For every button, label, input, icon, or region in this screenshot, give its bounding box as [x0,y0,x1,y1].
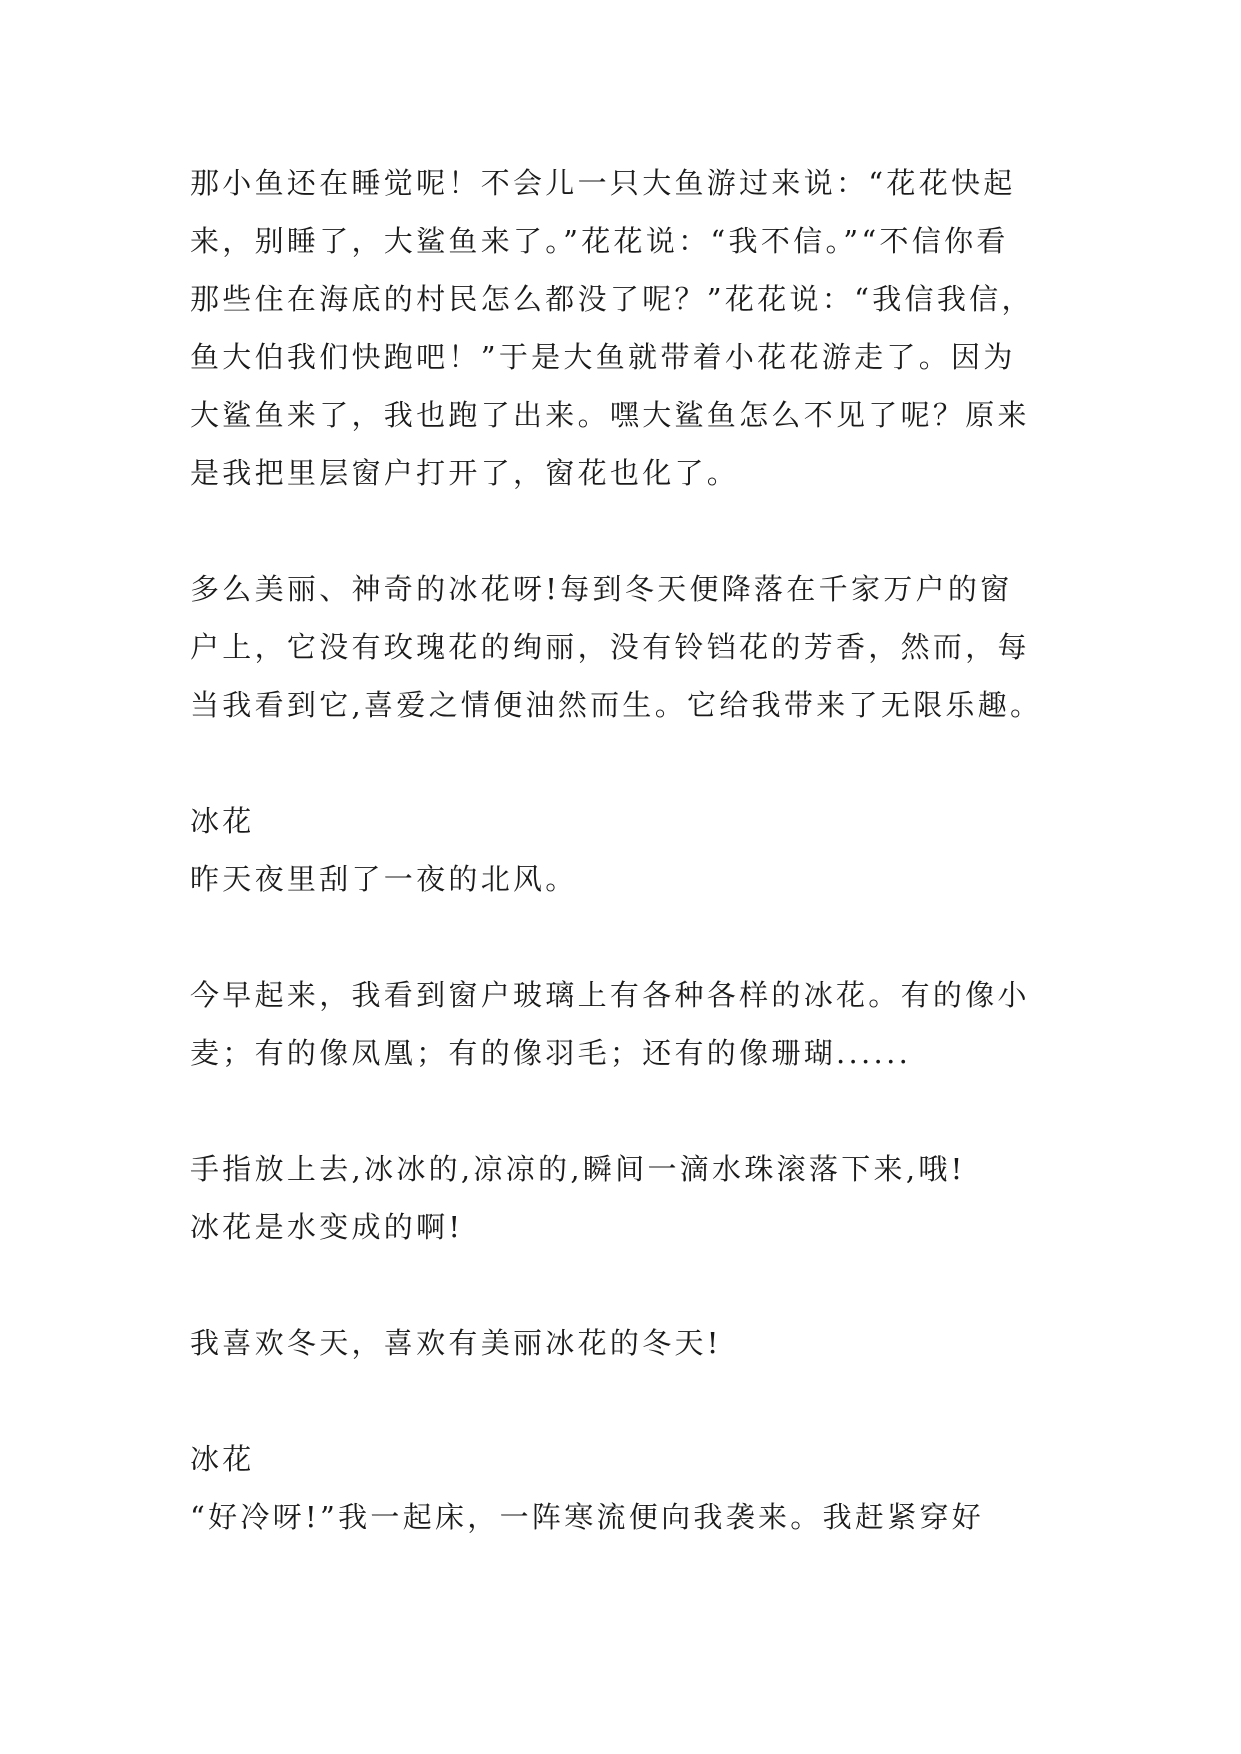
section-title: 冰花 [190,1442,255,1476]
text-line: 那小鱼还在睡觉呢！不会儿一只大鱼游过来说：“花花快起 [190,166,1016,200]
text-line: 当我看到它,喜爱之情便油然而生。它给我带来了无限乐趣。 [190,688,1043,722]
text-line: 昨天夜里刮了一夜的北风。 [190,862,578,896]
text-line: 我喜欢冬天，喜欢有美丽冰花的冬天! [190,1326,722,1360]
text-line: 来，别睡了，大鲨鱼来了。”花花说：“我不信。”“不信你看 [190,224,1009,258]
text-line: 是我把里层窗户打开了，窗花也化了。 [190,456,740,490]
text-line: 冰花是水变成的啊! [190,1210,464,1244]
text-line: 鱼大伯我们快跑吧！”于是大鱼就带着小花花游走了。因为 [190,340,1016,374]
text-line: 那些住在海底的村民怎么都没了呢？”花花说：“我信我信， [190,282,1034,316]
text-line: 手指放上去,冰冰的,凉凉的,瞬间一滴水珠滚落下来,哦! [190,1152,966,1186]
section-title: 冰花 [190,804,255,838]
text-line: 今早起来，我看到窗户玻璃上有各种各样的冰花。有的像小 [190,978,1030,1012]
text-line: 大鲨鱼来了，我也跑了出来。嘿大鲨鱼怎么不见了呢？原来 [190,398,1030,432]
text-line: “好冷呀!”我一起床，一阵寒流便向我袭来。我赶紧穿好 [190,1500,985,1534]
text-line: 多么美丽、神奇的冰花呀!每到冬天便降落在千家万户的窗 [190,572,1013,606]
text-line: 麦；有的像凤凰；有的像羽毛；还有的像珊瑚...... [190,1036,912,1070]
text-line: 户上，它没有玫瑰花的绚丽，没有铃铛花的芳香，然而，每 [190,630,1030,664]
